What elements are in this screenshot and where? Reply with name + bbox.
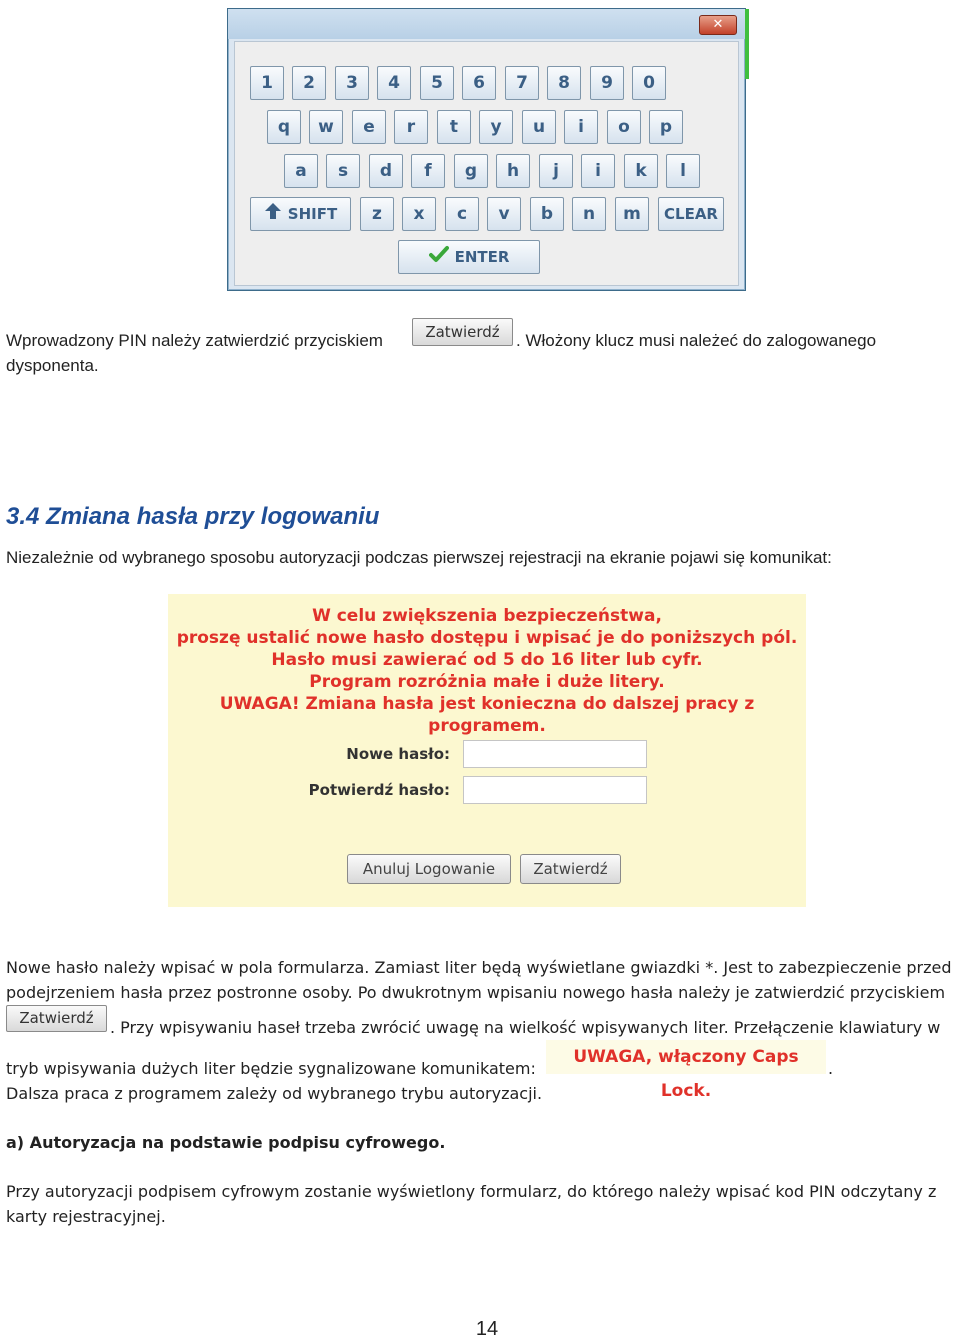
key-t[interactable]: t [437,110,471,144]
shift-key[interactable] [250,197,351,231]
paragraph-signature-line2: karty rejestracyjnej. [6,1207,166,1226]
clear-key[interactable]: CLEAR [658,197,724,231]
new-password-input[interactable] [463,740,647,768]
key-7[interactable]: 7 [505,66,539,100]
confirm-button-inline[interactable]: Zatwierdź [412,318,513,346]
warning-line-5: UWAGA! Zmiana hasła jest konieczna do dalszej pracy z programem. [219,694,755,736]
key-4[interactable]: 4 [377,66,411,100]
key-u[interactable]: u [522,110,556,144]
warning-line-2: proszę ustalić nowe hasło dostępu i wpisać je do poniższych pól. [176,628,798,648]
arrow-up-icon [264,199,282,231]
key-a[interactable]: a [284,154,318,188]
virtual-keyboard-window [227,8,746,291]
paragraph-pin-line1 [6,328,383,353]
section-heading: 3.4 Zmiana hasła przy logowaniu [6,503,380,530]
paragraph-password-line2: podejrzeniem hasła przez postronne osoby. Po dwukrotnym wpisaniu nowego hasła należy je zatwierdzić przyciskiem [6,983,946,1002]
key-c[interactable]: c [445,197,479,231]
subheading-digital-signature: a) Autoryzacja na podstawie podpisu cyfrowego. [6,1133,446,1152]
key-3[interactable]: 3 [335,66,369,100]
window-edge-accent [745,9,749,79]
section-intro: Niezależnie od wybranego sposobu autoryzacji podczas pierwszej rejestracji na ekranie pojawi się komunikat: [6,548,832,567]
key-6[interactable]: 6 [462,66,496,100]
key-l[interactable]: l [666,154,700,188]
key-q[interactable]: q [267,110,301,144]
key-w[interactable]: w [309,110,343,144]
confirm-password-input[interactable] [463,776,647,804]
paragraph-password-line1: Nowe hasło należy wpisać w pola formularza. Zamiast liter będą wyświetlane gwiazdki *. Jest to zabezpieczenie przed [6,958,952,977]
confirm-button-inline-2[interactable]: Zatwierdź [6,1005,107,1032]
submit-password-button[interactable]: Zatwierdź [520,854,621,884]
key-e[interactable]: e [352,110,386,144]
warning-line-1: W celu zwiększenia bezpieczeństwa, [312,606,662,626]
password-change-panel [168,594,806,907]
paragraph-password-line5: Dalsza praca z programem zależy od wybranego trybu autoryzacji. [6,1084,543,1103]
key-2[interactable]: 2 [292,66,326,100]
key-b[interactable]: b [530,197,564,231]
paragraph-password-line4-end: . [828,1059,834,1078]
paragraph-signature-line1: Przy autoryzacji podpisem cyfrowym zostanie wyświetlony formularz, do którego należy wpisać kod PIN odczytany z [6,1182,937,1201]
paragraph-password-line3: . Przy wpisywaniu haseł trzeba zwrócić uwagę na wielkość wpisywanych liter. Przełączenie klawiatury w [110,1018,941,1037]
key-f[interactable]: f [411,154,445,188]
key-j[interactable]: j [539,154,573,188]
window-titlebar [228,9,745,39]
key-8[interactable]: 8 [547,66,581,100]
key-n[interactable]: n [572,197,606,231]
key-d[interactable]: d [369,154,403,188]
paragraph-pin-line2: dysponenta. [6,356,99,375]
cancel-login-button[interactable]: Anuluj Logowanie [347,854,511,884]
checkmark-icon [429,242,449,274]
enter-label: ENTER [454,248,510,266]
paragraph-password-line4: tryb wpisywania dużych liter będzie sygnalizowane komunikatem: [6,1059,536,1078]
page-number: 14 [475,1318,499,1340]
keyboard-panel [234,41,739,286]
caps-lock-warning: UWAGA, włączony Caps Lock. [546,1040,826,1074]
warning-line-4: Program rozróżnia małe i duże litery. [309,672,665,692]
key-x[interactable]: x [402,197,436,231]
new-password-label: Nowe hasło: [346,745,450,763]
key-0[interactable]: 0 [632,66,666,100]
key-v[interactable]: v [487,197,521,231]
paragraph-pin-line1-end: . Włożony klucz musi należeć do zalogowanego [516,331,877,350]
key-o[interactable]: o [607,110,641,144]
key-i[interactable]: i [564,110,598,144]
key-h[interactable]: h [496,154,530,188]
warning-line-3: Hasło musi zawierać od 5 do 16 liter lub cyfr. [271,650,703,670]
key-p[interactable]: p [649,110,683,144]
key-z[interactable]: z [360,197,394,231]
key-5[interactable]: 5 [420,66,454,100]
confirm-password-label: Potwierdź hasło: [308,781,450,799]
key-y[interactable]: y [479,110,513,144]
key-9[interactable]: 9 [590,66,624,100]
close-button[interactable]: ✕ [699,15,737,35]
key-1[interactable]: 1 [250,66,284,100]
key-m[interactable]: m [615,197,649,231]
enter-key[interactable] [398,240,540,274]
key-i-2[interactable]: i [581,154,615,188]
text: Wprowadzony PIN należy zatwierdzić przyciskiem [6,331,383,350]
key-g[interactable]: g [454,154,488,188]
key-k[interactable]: k [624,154,658,188]
key-r[interactable]: r [394,110,428,144]
key-s[interactable]: s [326,154,360,188]
shift-label: SHIFT [287,205,338,223]
